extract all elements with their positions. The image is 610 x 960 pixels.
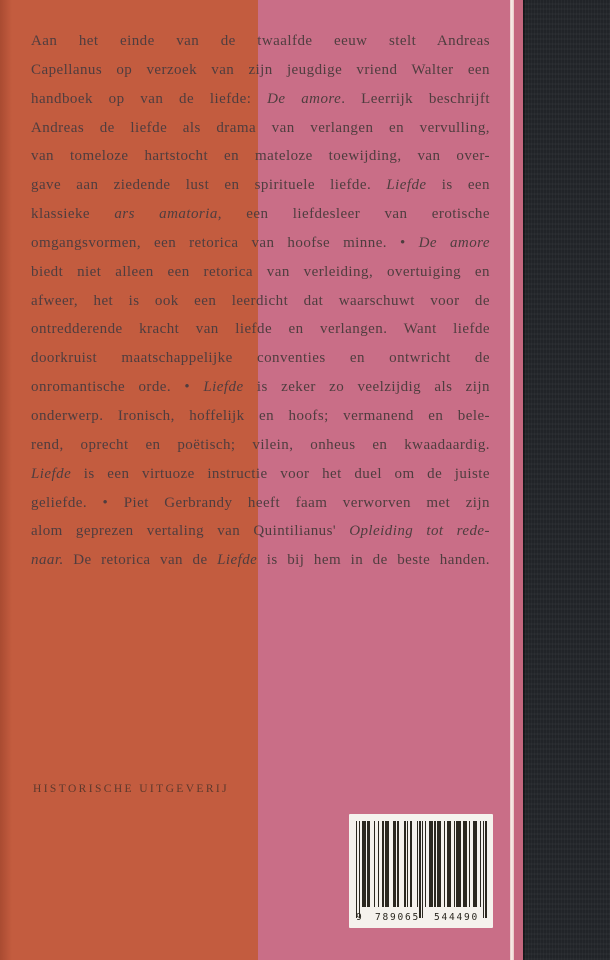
barcode <box>349 814 493 928</box>
blurb-line: doorkruist maatschappelijke conventies en ontwricht de <box>31 350 490 367</box>
blurb-line: afweer, het is ook een leerdicht dat waarschuwt voor de <box>31 292 490 309</box>
barcode-digits <box>356 907 486 927</box>
blurb-line: Liefde is een virtuoze instructie voor het duel om de juiste <box>31 465 490 482</box>
blurb-line: Andreas de liefde als drama van verlangen en vervulling, <box>31 119 490 136</box>
blurb-line: handboek op van de liefde: De amore. Leerrijk beschrijft <box>31 90 490 107</box>
publisher-name: HISTORISCHE UITGEVERIJ <box>33 783 230 795</box>
blurb-line: alom geprezen vertaling van Quintilianus' Opleiding tot rede- <box>31 523 490 540</box>
blurb-line: omgangsvormen, een retorica van hoofse minne. • De amore <box>31 234 490 251</box>
barcode-digit-group2: 544490 <box>433 911 480 923</box>
blurb-line: biedt niet alleen een retorica van verleiding, overtuiging en <box>31 263 490 280</box>
blurb-line: ontredderende kracht van liefde en verlangen. Want liefde <box>31 321 490 338</box>
blurb-line: rend, oprecht en poëtisch; vilein, onheus en kwaadaardig. <box>31 436 490 453</box>
barcode-digit-group1: 789065 <box>374 911 421 923</box>
blurb-line: gave aan ziedende lust en spirituele liefde. Liefde is een <box>31 177 490 194</box>
book-spine <box>523 0 610 960</box>
blurb-line: klassieke ars amatoria, een liefdesleer van erotische <box>31 206 490 223</box>
barcode-module <box>485 821 486 918</box>
blurb-line: Capellanus op verzoek van zijn jeugdige vriend Walter een <box>31 61 490 78</box>
barcode-bars <box>356 821 486 907</box>
blurb-line: onromantische orde. • Liefde is zeker zo veelzijdig als zijn <box>31 379 490 396</box>
blurb-line: Aan het einde van de twaalfde eeuw stelt Andreas <box>31 33 490 49</box>
blurb-line: geliefde. • Piet Gerbrandy heeft faam verworven met zijn <box>31 494 490 511</box>
barcode-digit-left: 9 <box>356 911 362 923</box>
blurb-line: van tomeloze hartstocht en mateloze toewijding, van over- <box>31 148 490 165</box>
blurb-line: onderwerp. Ironisch, hoffelijk en hoofs; vermanend en bele- <box>31 407 490 424</box>
blurb-line: naar. De retorica van de Liefde is bij hem in de beste handen. <box>31 552 490 569</box>
back-cover-blurb <box>31 27 490 575</box>
page-edge-strip <box>514 0 523 960</box>
